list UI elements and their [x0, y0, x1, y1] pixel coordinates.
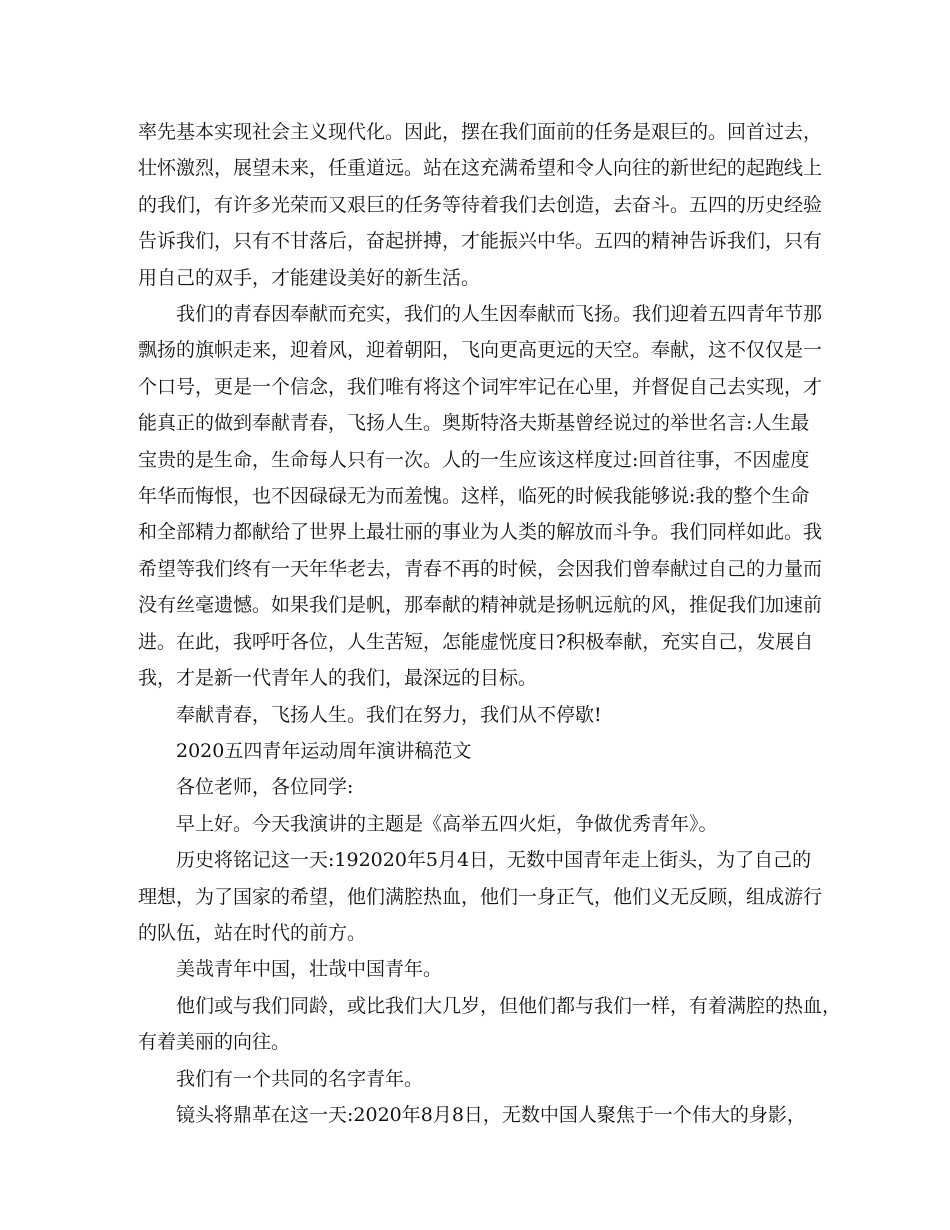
text-line: 率先基本实现社会主义现代化。因此，摆在我们面前的任务是艰巨的。回首过去， [138, 121, 823, 143]
text-line: 和全部精力都献给了世界上最壮丽的事业为人类的解放而斗争。我们同样如此。我 [138, 521, 823, 544]
text-line: 的队伍，站在时代的前方。 [138, 921, 367, 944]
paragraph-11 [138, 1097, 818, 1133]
paragraph-8 [138, 951, 818, 987]
text-line: 用自己的双手，才能建设美好的新生活。 [138, 266, 481, 289]
text-line: 我们有一个共同的名字青年。 [176, 1067, 424, 1090]
paragraph-9 [138, 988, 842, 1061]
paragraph-7 [138, 842, 823, 951]
paragraph-3 [138, 697, 818, 733]
paragraph-10 [138, 1061, 818, 1097]
text-line: 进。在此，我呼吁各位，人生苦短，怎能虚恍度日?积极奉献，充实自己，发展自 [138, 630, 814, 653]
text-line: 理想，为了国家的希望，他们满腔热血，他们一身正气，他们义无反顾，组成游行 [138, 885, 823, 908]
text-line: 希望等我们终有一天年华老去，青春不再的时候，会因我们曾奉献过自己的力量而 [138, 557, 823, 580]
text-line: 美哉青年中国，壮哉中国青年。 [176, 958, 443, 981]
paragraph-6 [138, 806, 818, 842]
text-line: 历史将铭记这一天:192020年5月4日，无数中国青年走上街头，为了自己的 [176, 849, 812, 872]
text-line: 奉献青春，飞扬人生。我们在努力，我们从不停歇! [176, 703, 602, 726]
text-line: 镜头将鼎革在这一天:2020年8月8日，无数中国人聚焦于一个伟大的身影， [176, 1103, 806, 1126]
text-line: 没有丝毫遗憾。如果我们是帆，那奉献的精神就是扬帆远航的风，推促我们加速前 [138, 594, 823, 617]
speech-title [138, 733, 818, 769]
salutation [138, 769, 818, 805]
text-line: 早上好。今天我演讲的主题是《高举五四火炬，争做优秀青年》。 [176, 812, 718, 835]
text-line: 年华而悔恨，也不因碌碌无为而羞愧。这样，临死的时候我能够说:我的整个生命 [138, 485, 810, 508]
text-line: 个口号，更是一个信念，我们唯有将这个词牢牢记在心里，并督促自己去实现，才 [138, 375, 823, 398]
text-line: 的我们，有许多光荣而又艰巨的任务等待着我们去创造，去奋斗。五四的历史经验 [138, 193, 823, 216]
text-line: 能真正的做到奉献青春，飞扬人生。奥斯特洛夫斯基曾经说过的举世名言:人生最 [138, 412, 810, 435]
document-body [138, 114, 842, 1133]
text-line: 2020五四青年运动周年演讲稿范文 [176, 739, 472, 762]
text-line: 告诉我们，只有不甘落后，奋起拼搏，才能振兴中华。五四的精神告诉我们，只有 [138, 230, 823, 253]
text-line: 各位老师，各位同学: [176, 776, 354, 799]
text-line: 有着美丽的向往。 [138, 1031, 291, 1054]
paragraph-2 [138, 296, 823, 696]
text-line: 他们或与我们同龄，或比我们大几岁，但他们都与我们一样，有着满腔的热血， [176, 994, 842, 1017]
text-line: 飘扬的旗帜走来，迎着风，迎着朝阳，飞向更高更远的天空。奉献，这不仅仅是一 [138, 339, 823, 362]
paragraph-1 [138, 114, 823, 296]
text-line: 壮怀激烈，展望未来，任重道远。站在这充满希望和令人向往的新世纪的起跑线上 [138, 157, 823, 180]
text-line: 我们的青春因奉献而充实，我们的人生因奉献而飞扬。我们迎着五四青年节那 [176, 303, 823, 326]
text-line: 宝贵的是生命，生命每人只有一次。人的一生应该这样度过:回首往事，不因虚度 [138, 448, 810, 471]
text-line: 我，才是新一代青年人的我们，最深远的目标。 [138, 667, 538, 690]
